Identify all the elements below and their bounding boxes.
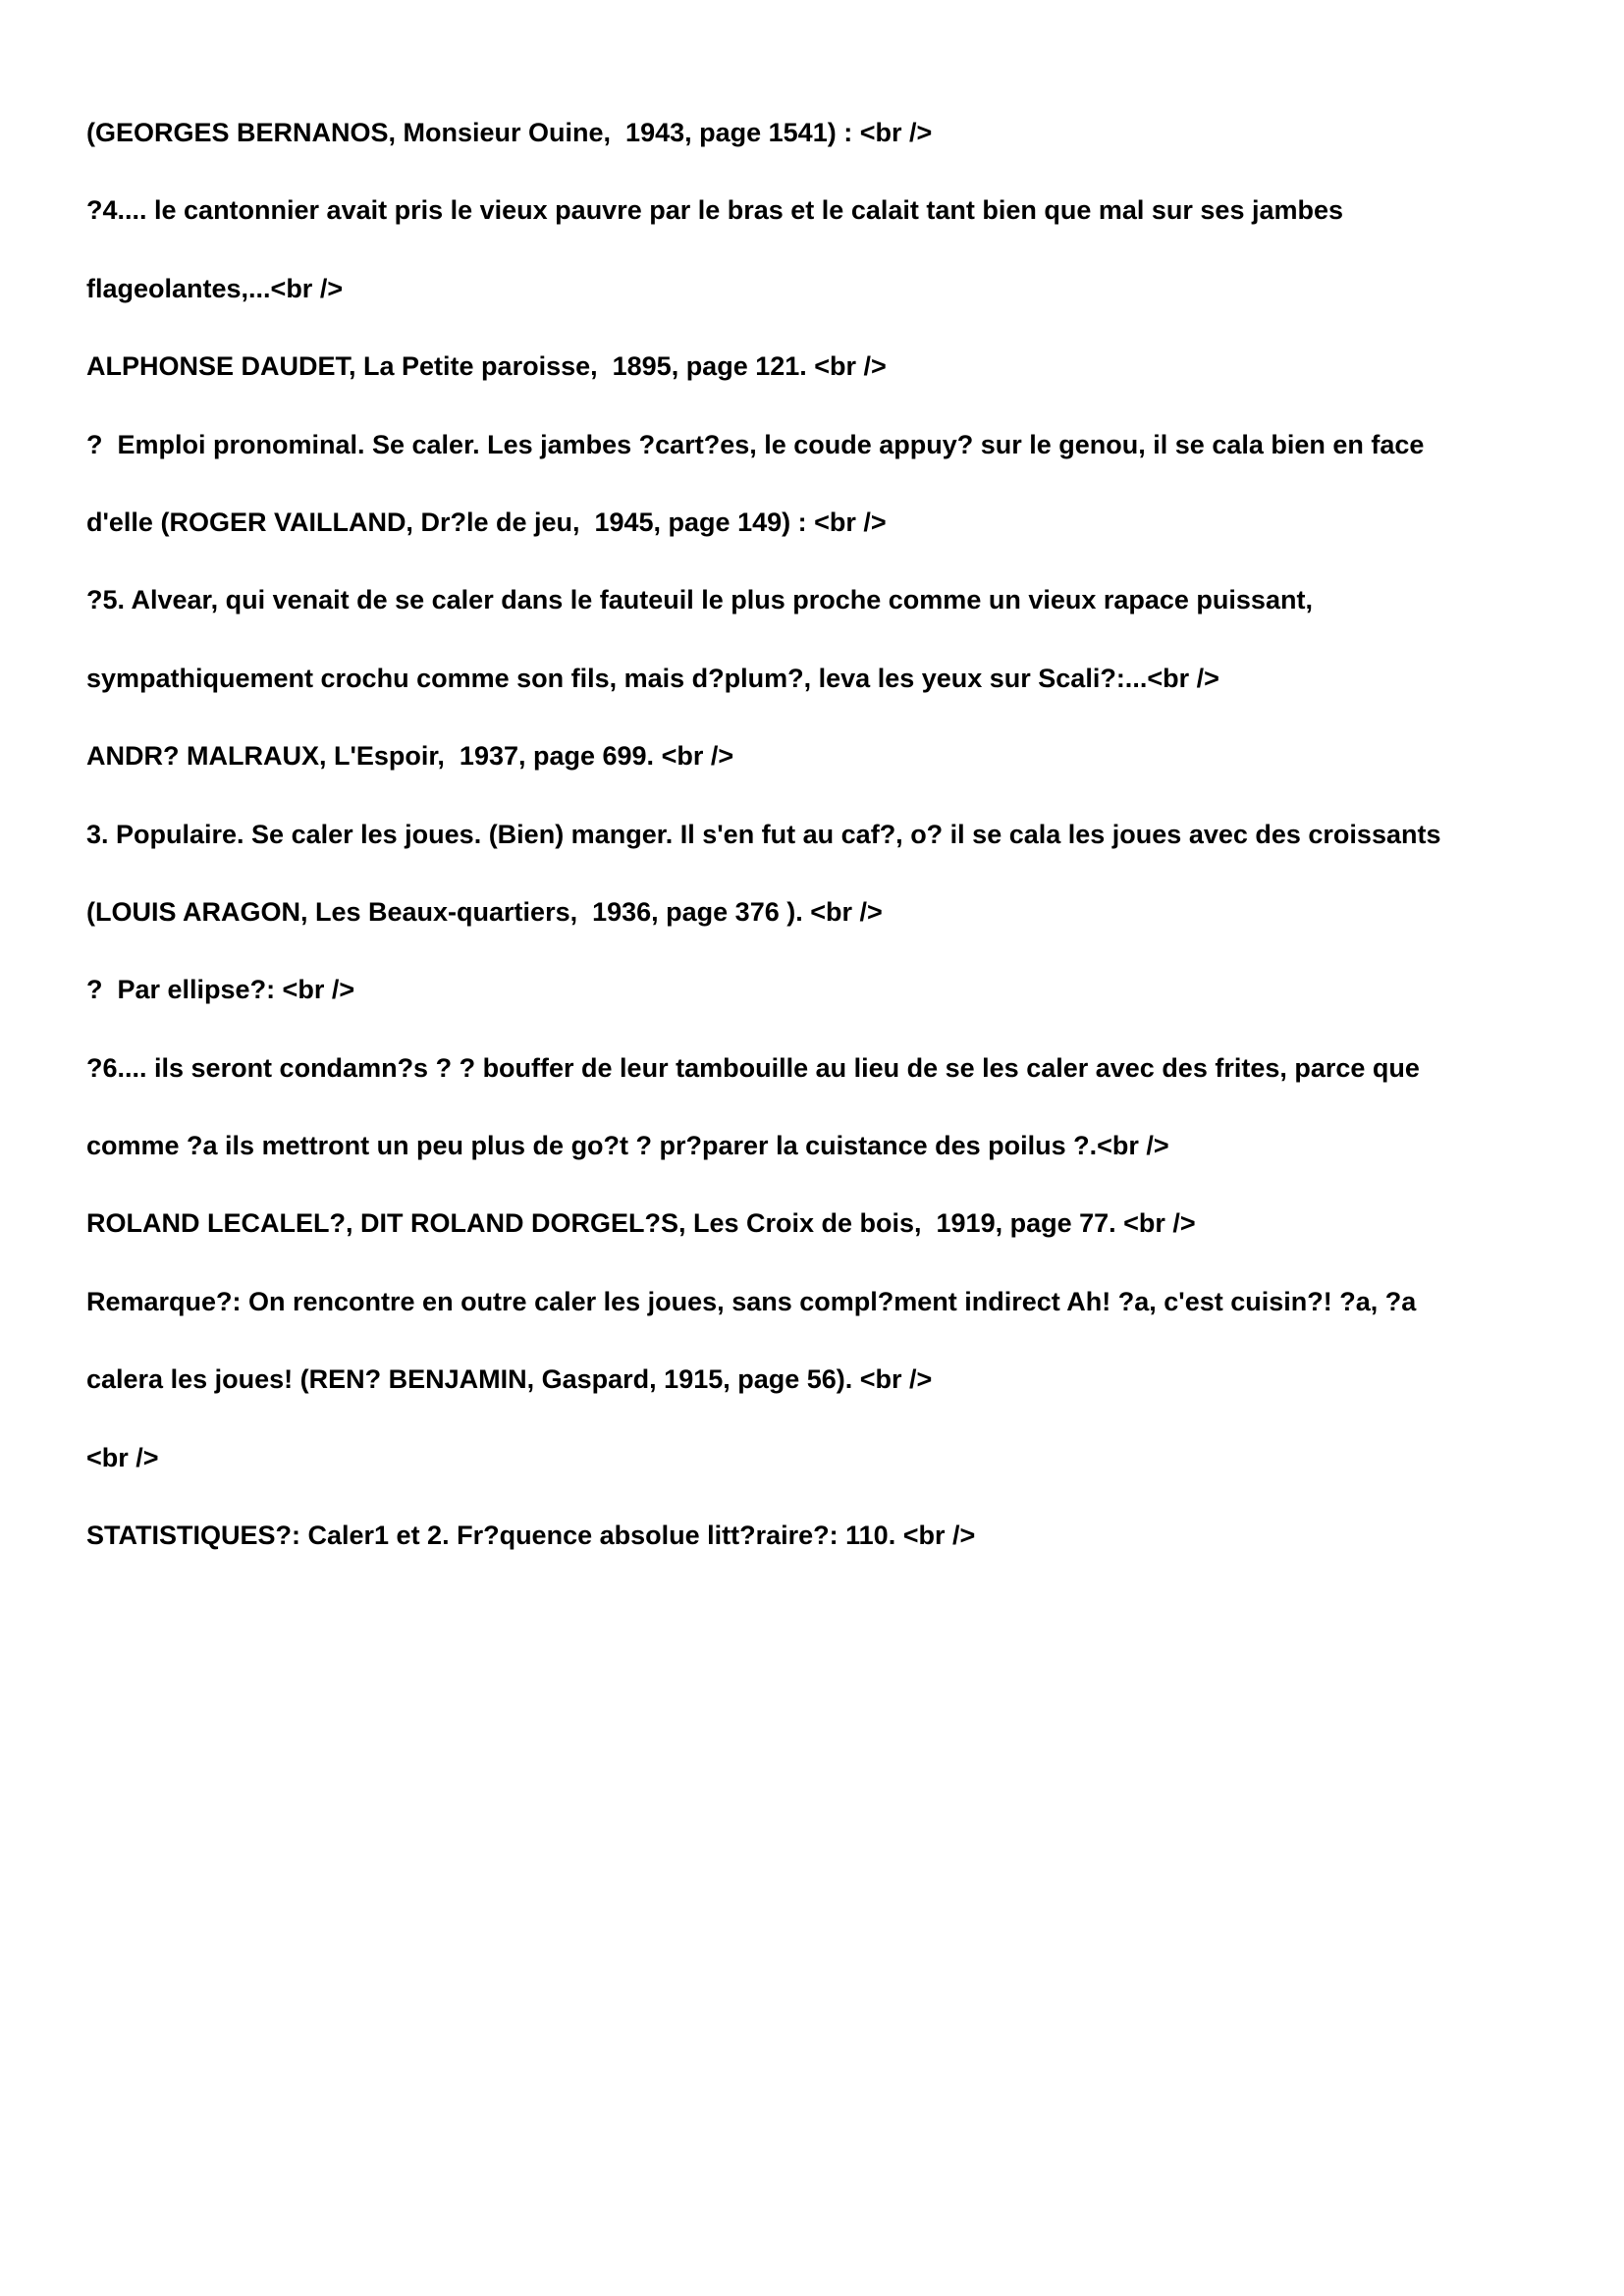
text-line: d'elle (ROGER VAILLAND, Dr?le de jeu, 1945, page 149) : <br /> <box>86 507 887 537</box>
text-line: ? Par ellipse?: <br /> <box>86 975 355 1005</box>
text-line: <br /> <box>86 1442 159 1472</box>
text-line: ?6.... ils seront condamn?s ? ? bouffer de leur tambouille au lieu de se les caler avec des frites, parce que <box>86 1052 1420 1083</box>
text-line: flageolantes,...<br /> <box>86 273 344 303</box>
text-line: ROLAND LECALEL?, DIT ROLAND DORGEL?S, Les Croix de bois, 1919, page 77. <br /> <box>86 1208 1196 1239</box>
text-line: ALPHONSE DAUDET, La Petite paroisse, 1895, page 121. <br /> <box>86 351 887 382</box>
text-line: ?5. Alvear, qui venait de se caler dans le fauteuil le plus proche comme un vieux rapace puissant, <box>86 585 1313 615</box>
text-line: ?4.... le cantonnier avait pris le vieux pauvre par le bras et le calait tant bien que mal sur ses jambes <box>86 195 1344 226</box>
text-line: Remarque?: On rencontre en outre caler les joues, sans compl?ment indirect Ah! ?a, c'est cuisin?! ?a, ?a <box>86 1286 1417 1316</box>
text-line: sympathiquement crochu comme son fils, mais d?plum?, leva les yeux sur Scali?:...<br /> <box>86 663 1219 693</box>
text-line: (LOUIS ARAGON, Les Beaux-quartiers, 1936, page 376 ). <br /> <box>86 896 883 927</box>
text-line: comme ?a ils mettront un peu plus de go?t ? pr?parer la cuistance des poilus ?.<br /> <box>86 1131 1169 1161</box>
document-text <box>86 94 1559 1575</box>
text-line: STATISTIQUES?: Caler1 et 2. Fr?quence absolue litt?raire?: 110. <br /> <box>86 1521 976 1551</box>
text-line: (GEORGES BERNANOS, Monsieur Ouine, 1943, page 1541) : <br /> <box>86 118 933 147</box>
text-line: ANDR? MALRAUX, L'Espoir, 1937, page 699. <br /> <box>86 741 734 772</box>
text-line: calera les joues! (REN? BENJAMIN, Gaspard, 1915, page 56). <br /> <box>86 1364 933 1395</box>
text-line: ? Emploi pronominal. Se caler. Les jambes ?cart?es, le coude appuy? sur le genou, il se cala bien en face <box>86 429 1425 459</box>
text-line: 3. Populaire. Se caler les joues. (Bien) manger. Il s'en fut au caf?, o? il se cala les joues avec des croissants <box>86 819 1441 849</box>
